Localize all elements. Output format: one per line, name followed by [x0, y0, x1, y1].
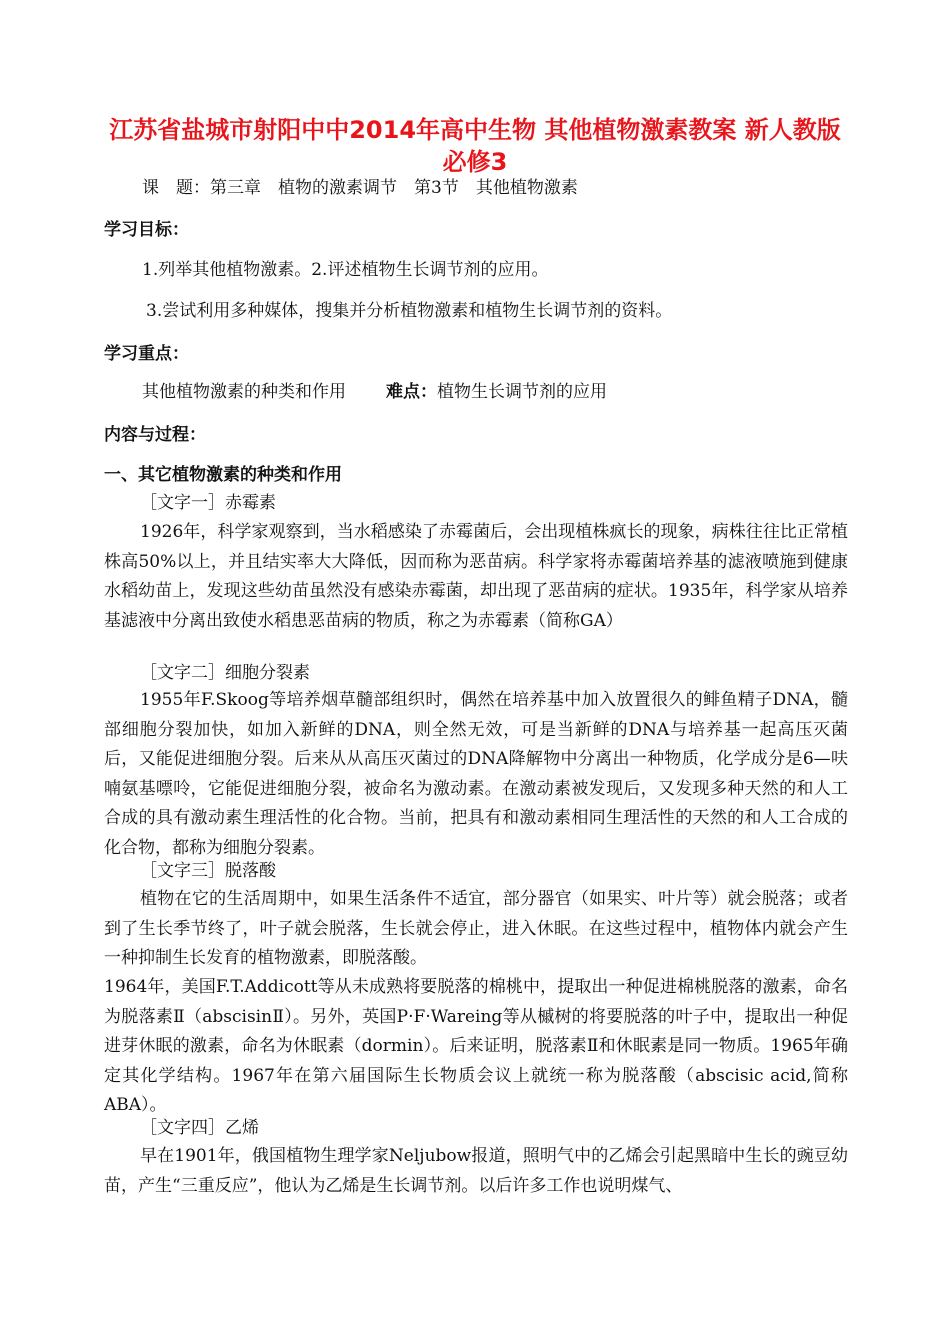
focus-line: [142, 378, 607, 406]
focus-heading: 学习重点：: [104, 344, 189, 364]
text1-title: ［文字一］赤霉素: [140, 493, 276, 513]
difficulty-label: 难点：: [386, 382, 437, 402]
text3-title: ［文字三］脱落酸: [140, 861, 276, 881]
text3-body-2: 1964年，美国F.T.Addicott等从未成熟将要脱落的棉桃中，提取出一种促进棉桃脱落的激素，命名为脱落素Ⅱ（abscisinⅡ）。另外，英国P·F·Wareing等从槭树的将要脱落的叶子中，提取出一种促进芽休眠的激素，命名为休眠素（dormin）。后来证明，脱落素Ⅱ和休眠素是同一物质。1965年确定其化学结构。1967年在第六届国际生长物质会议上就统一称为脱落酸（abscisic acid,简称 ABA）。: [104, 977, 848, 1116]
difficulty-text: 植物生长调节剂的应用: [437, 382, 607, 402]
focus-text: 其他植物激素的种类和作用: [142, 382, 346, 402]
document-title: 江苏省盐城市射阳中中2014年高中生物 其他植物激素教案 新人教版必修3: [109, 116, 841, 176]
course-line: 课 题：第三章 植物的激素调节 第3节 其他植物激素: [142, 178, 578, 198]
text4-body: 早在1901年，俄国植物生理学家Neljubow报道，照明气中的乙烯会引起黑暗中生长的豌豆幼苗，产生“三重反应”，他认为乙烯是生长调节剂。以后许多工作也说明煤气、: [104, 1146, 848, 1196]
text2-body: 1955年F.Skoog等培养烟草髓部组织时，偶然在培养基中加入放置很久的鲱鱼精子DNA，髓部细胞分裂加快，如加入新鲜的DNA，则全然无效，可是当新鲜的DNA与培养基一起高压灭菌后，又能促进细胞分裂。后来从从高压灭菌过的DNA降解物中分离出一种物质，化学成分是6—呋喃氨基嘌呤，它能促进细胞分裂，被命名为激动素。在激动素被发现后，又发现多种天然的和人工合成的具有激动素生理活性的化合物。当前，把具有和激动素相同生理活性的天然的和人工合成的化合物，都称为细胞分裂素。: [104, 690, 848, 858]
text4-title: ［文字四］乙烯: [140, 1118, 259, 1138]
goal-line-1: 1.列举其他植物激素。2.评述植物生长调节剂的应用。: [142, 260, 549, 280]
goal-line-2: 3.尝试利用多种媒体，搜集并分析植物激素和植物生长调节剂的资料。: [146, 301, 673, 321]
goals-heading: 学习目标：: [104, 220, 189, 240]
text2-title: ［文字二］细胞分裂素: [140, 663, 310, 683]
process-heading: 内容与过程：: [104, 425, 206, 445]
section1-heading: 一、其它植物激素的种类和作用: [104, 465, 342, 485]
text1-body: 1926年，科学家观察到，当水稻感染了赤霉菌后，会出现植株疯长的现象，病株往往比正常植株高50%以上，并且结实率大大降低，因而称为恶苗病。科学家将赤霉菌培养基的滤液喷施到健康水稻幼苗上，发现这些幼苗虽然没有感染赤霉菌，却出现了恶苗病的症状。1935年，科学家从培养基滤液中分离出致使水稻患恶苗病的物质，称之为赤霉素（简称GA）: [104, 522, 848, 631]
text3-body: 植物在它的生活周期中，如果生活条件不适宜，部分器官（如果实、叶片等）就会脱落；或者到了生长季节终了，叶子就会脱落，生长就会停止，进入休眠。在这些过程中，植物体内就会产生一种抑制生长发育的植物激素，即脱落酸。: [104, 889, 848, 969]
